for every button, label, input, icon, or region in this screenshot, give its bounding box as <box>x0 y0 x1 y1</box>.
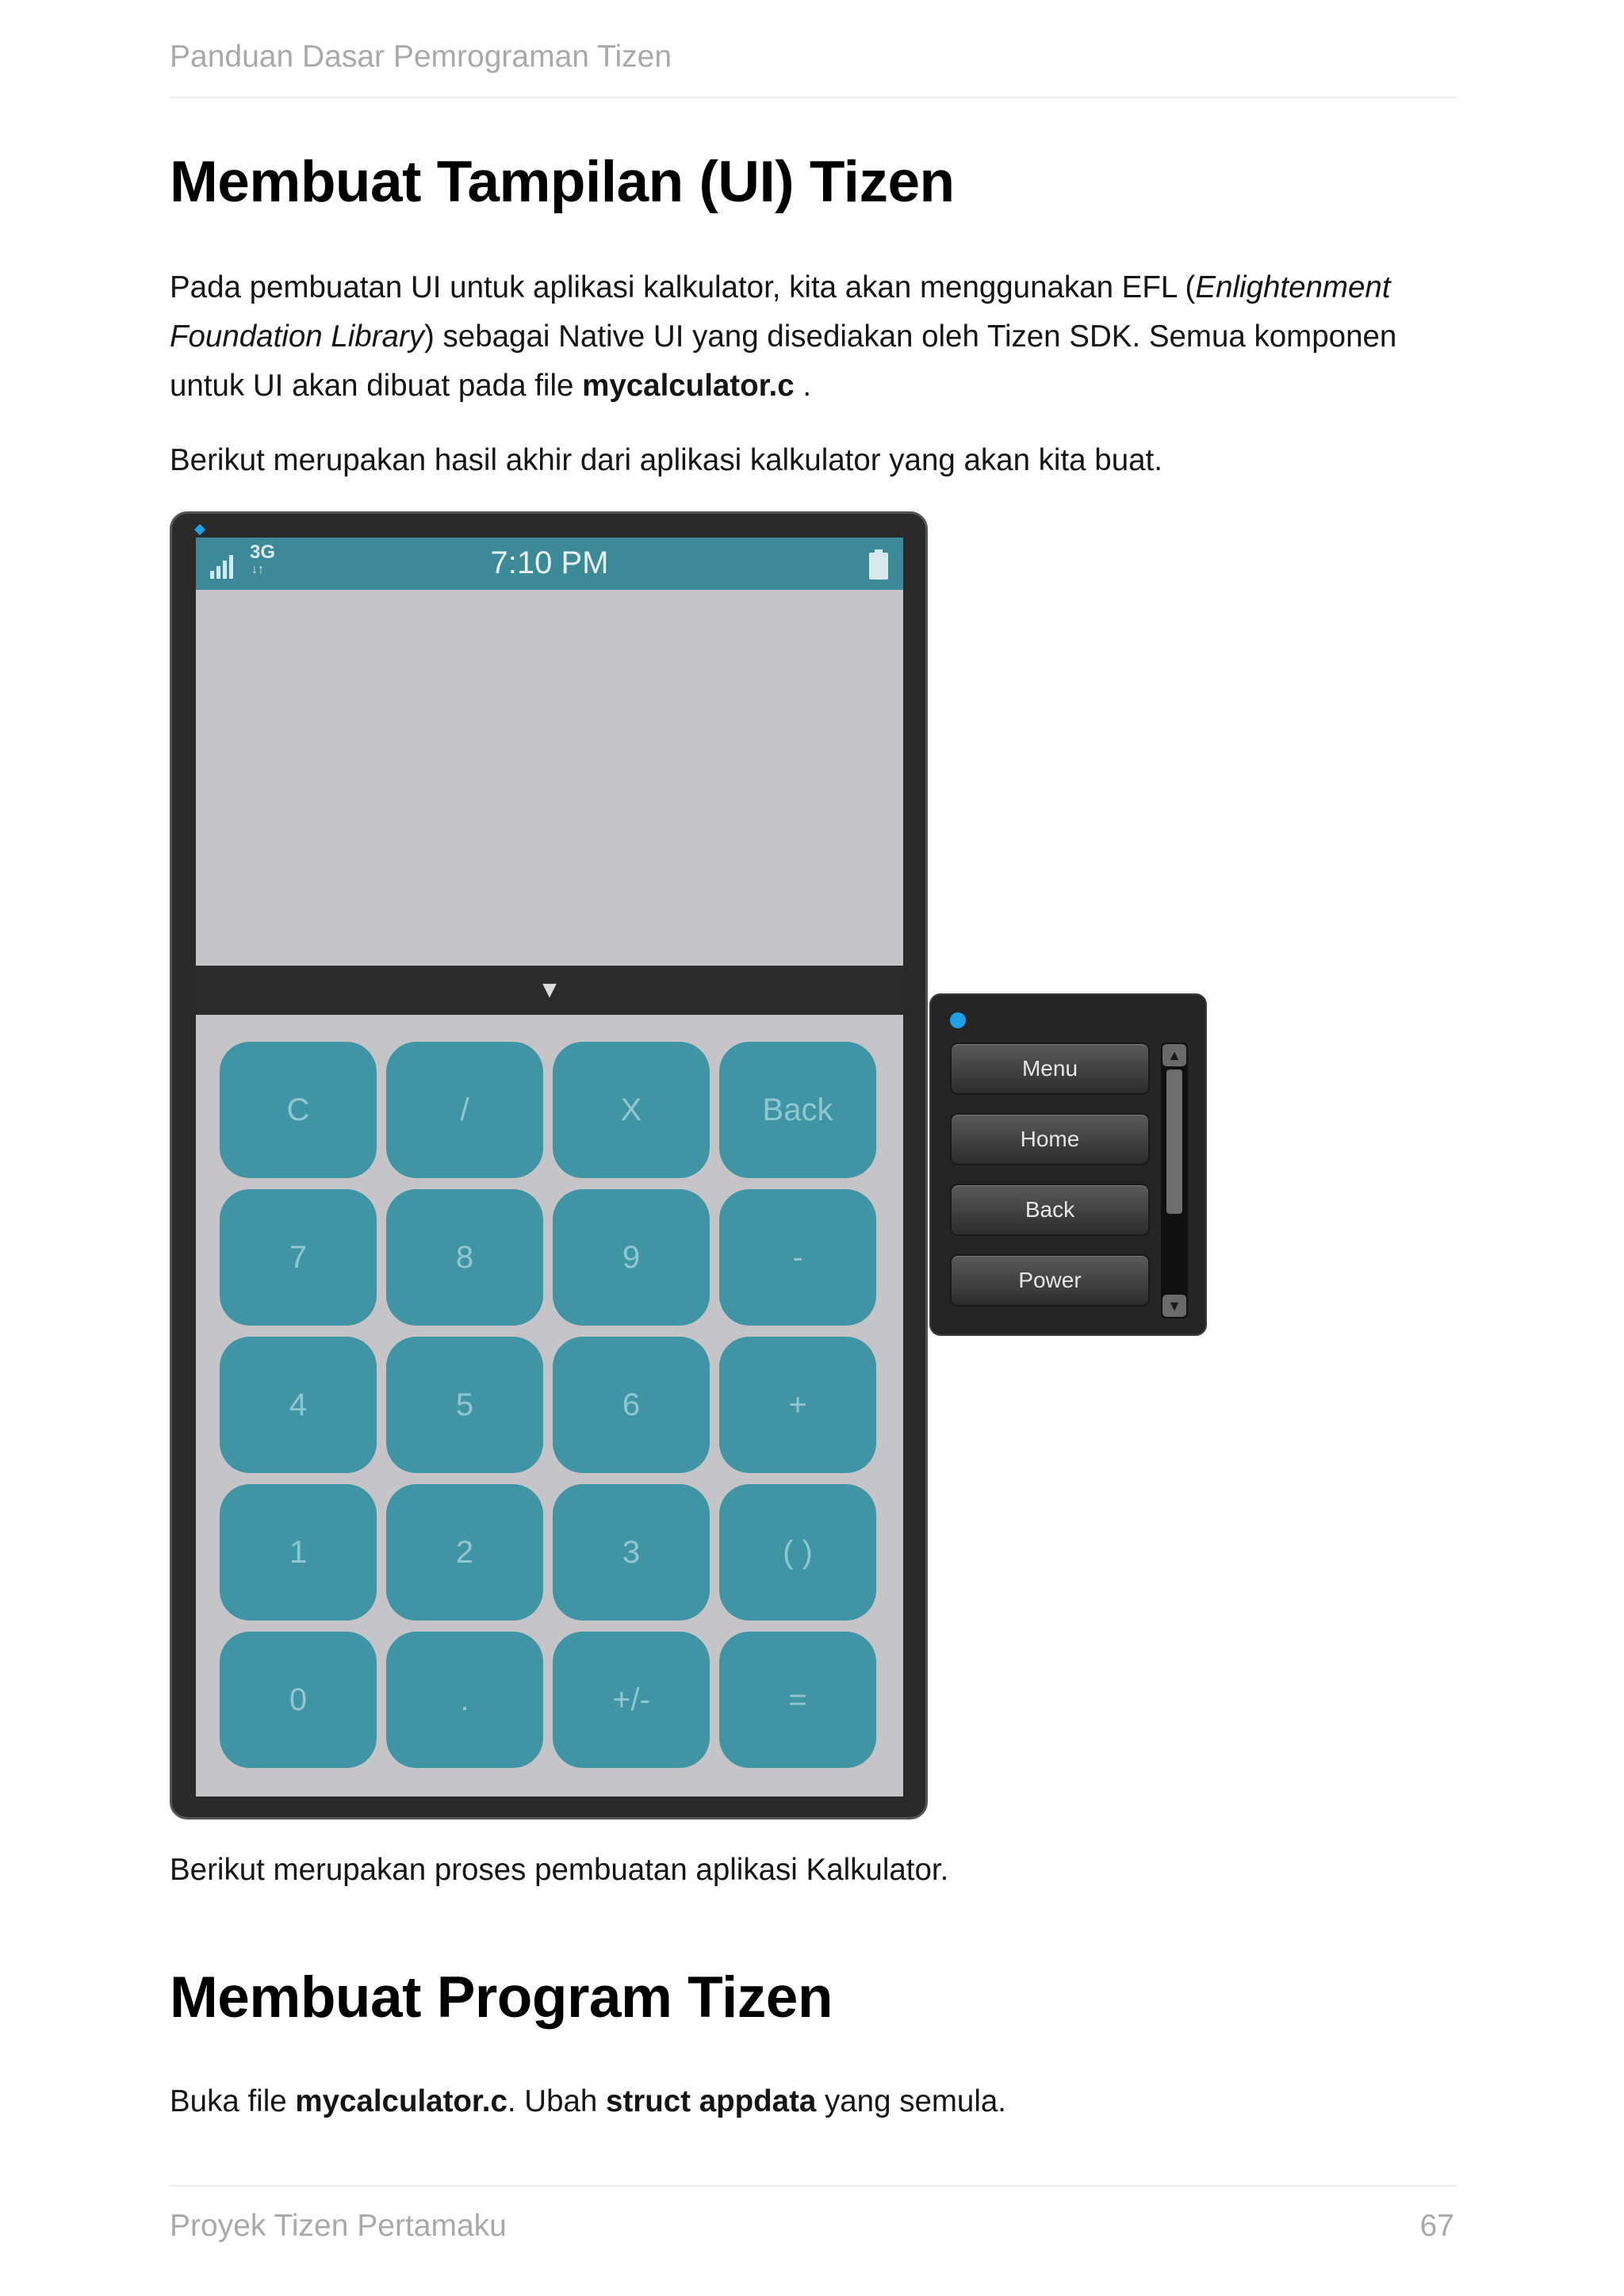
running-header: Panduan Dasar Pemrograman Tizen <box>170 40 672 74</box>
status-time: 7:10 PM <box>490 545 609 580</box>
calc-key[interactable]: = <box>719 1632 876 1768</box>
calc-key[interactable]: 3 <box>553 1484 710 1621</box>
control-button-back[interactable]: Back <box>950 1184 1150 1236</box>
control-button-power[interactable]: Power <box>950 1254 1150 1307</box>
network-type: 3G <box>250 541 276 563</box>
calculator-keypad <box>196 1015 903 1797</box>
calc-key[interactable]: 7 <box>220 1189 377 1326</box>
intro-text-3: . <box>794 369 812 403</box>
phone-screen <box>196 538 903 1797</box>
page-number: 67 <box>1419 2209 1454 2243</box>
calc-key[interactable]: 8 <box>386 1189 543 1326</box>
section-heading-program: Membuat Program Tizen <box>170 1965 833 2030</box>
scroll-up-icon[interactable]: ▲ <box>1162 1044 1186 1066</box>
footer-rule <box>170 2185 1457 2187</box>
instr-filename: mycalculator.c <box>295 2084 508 2118</box>
calc-key[interactable]: X <box>553 1042 710 1178</box>
instr-struct: struct appdata <box>606 2084 817 2118</box>
battery-icon <box>868 549 889 580</box>
instr-text-2: . Ubah <box>507 2084 607 2118</box>
intro-italic: Enlightenment Foundation Library <box>170 270 1391 354</box>
panel-scrollbar[interactable] <box>1161 1043 1188 1318</box>
intro-filename: mycalculator.c <box>582 369 795 403</box>
panel-indicator-icon <box>950 1012 966 1028</box>
scroll-down-icon[interactable]: ▼ <box>1162 1295 1186 1317</box>
calc-key[interactable]: / <box>386 1042 543 1178</box>
section-heading-ui: Membuat Tampilan (UI) Tizen <box>170 150 955 214</box>
calc-key[interactable]: C <box>220 1042 377 1178</box>
collapse-bar[interactable] <box>196 966 903 1015</box>
control-button-menu[interactable]: Menu <box>950 1043 1150 1095</box>
calc-key[interactable]: +/- <box>553 1632 710 1768</box>
collapse-arrow-icon: ▼ <box>538 977 561 1003</box>
instr-text-3: yang semula. <box>816 2084 1006 2118</box>
calc-key[interactable]: 9 <box>553 1189 710 1326</box>
calculator-display <box>196 590 903 966</box>
process-paragraph: Berikut merupakan proses pembuatan aplikasi Kalkulator. <box>170 1853 949 1887</box>
frame-indicator-icon <box>194 524 205 535</box>
calc-key[interactable]: + <box>719 1337 876 1473</box>
footer-title: Proyek Tizen Pertamaku <box>170 2209 507 2243</box>
calc-key[interactable]: . <box>386 1632 543 1768</box>
intro-text-1: Pada pembuatan UI untuk aplikasi kalkulator, kita akan menggunakan EFL ( <box>170 270 1196 304</box>
control-button-home[interactable]: Home <box>950 1113 1150 1165</box>
header-rule <box>170 97 1457 98</box>
scroll-thumb[interactable] <box>1166 1070 1182 1214</box>
calc-key[interactable]: 1 <box>220 1484 377 1621</box>
calc-key[interactable]: 0 <box>220 1632 377 1768</box>
intro-text-2: ) sebagai Native UI yang disediakan oleh Tizen SDK. Semua komponen untuk UI akan dibuat pada file <box>170 320 1397 403</box>
calc-key[interactable]: 2 <box>386 1484 543 1621</box>
instruction-paragraph <box>170 2077 1470 2126</box>
intro-paragraph <box>170 263 1470 411</box>
calc-key[interactable]: - <box>719 1189 876 1326</box>
calc-key[interactable]: Back <box>719 1042 876 1178</box>
data-arrows-icon: ↓↑ <box>251 563 264 576</box>
calc-key[interactable]: 6 <box>553 1337 710 1473</box>
instr-text-1: Buka file <box>170 2084 296 2118</box>
calc-key[interactable]: 5 <box>386 1337 543 1473</box>
calc-key[interactable]: ( ) <box>719 1484 876 1621</box>
emulator-control-panel <box>929 993 1207 1336</box>
calc-key[interactable]: 4 <box>220 1337 377 1473</box>
phone-frame <box>170 511 928 1820</box>
result-paragraph: Berikut merupakan hasil akhir dari aplikasi kalkulator yang akan kita buat. <box>170 443 1162 477</box>
emulator-screenshot <box>170 511 928 1820</box>
status-bar <box>196 538 903 590</box>
